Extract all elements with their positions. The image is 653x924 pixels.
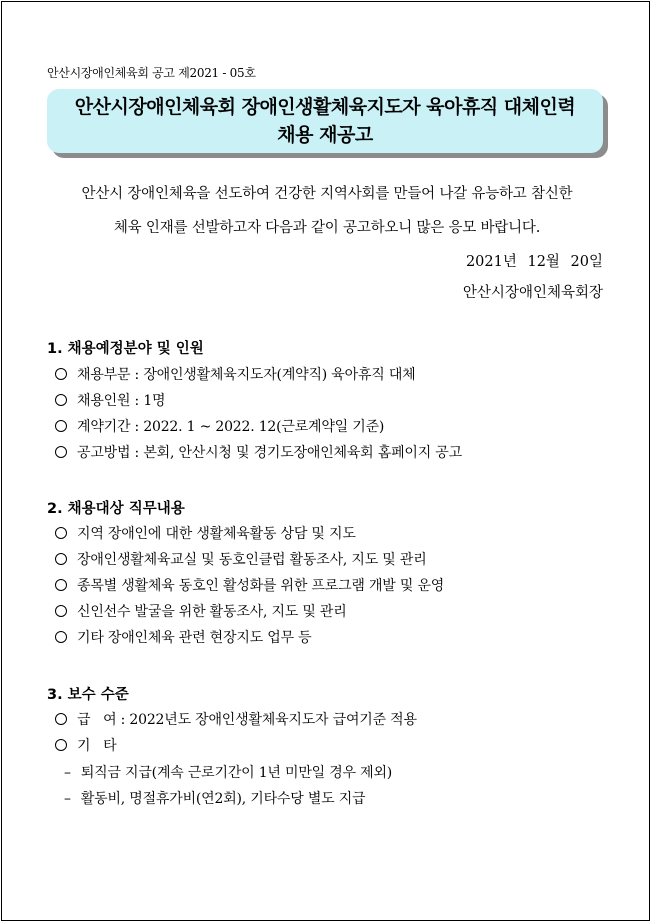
- circle-bullet-icon: [55, 605, 67, 617]
- list-item: 장애인생활체육교실 및 동호인클럽 활동조사, 지도 및 관리: [55, 549, 427, 569]
- title-line-1: 안산시장애인체육회 장애인생활체육지도자 육아휴직 대체인력: [74, 96, 576, 118]
- list-item: 계약기간 : 2022. 1 ~ 2022. 12(근로계약일 기준): [55, 416, 384, 436]
- section-title-recruitment-field: 1. 채용예정분야 및 인원: [47, 341, 204, 357]
- sub-list-item: – 퇴직금 지급(계속 근로기간이 1년 미만일 경우 제외): [64, 765, 393, 781]
- list-item: 기타 장애인체육 관련 현장지도 업무 등: [55, 627, 311, 647]
- intro-line-2: 체육 인재를 선발하고자 다음과 같이 공고하오니 많은 응모 바랍니다.: [113, 220, 541, 236]
- title-line-2: 채용 재공고: [277, 124, 373, 146]
- intro-line-1: 안산시 장애인체육을 선도하여 건강한 지역사회를 만들어 나갈 유능하고 참신한: [81, 186, 573, 202]
- list-item: 기 타: [55, 735, 116, 755]
- list-item: 신인선수 발굴을 위한 활동조사, 지도 및 관리: [55, 601, 347, 621]
- circle-bullet-icon: [55, 394, 67, 406]
- section-title-compensation: 3. 보수 수준: [47, 687, 129, 703]
- sub-list-item: – 활동비, 명절휴가비(연2회), 기타수당 별도 지급: [64, 791, 366, 807]
- list-item: 종목별 생활체육 동호인 활성화를 위한 프로그램 개발 및 운영: [55, 575, 444, 595]
- list-item: 급 여 : 2022년도 장애인생활체육지도자 급여기준 적용: [55, 709, 417, 729]
- circle-bullet-icon: [55, 579, 67, 591]
- issuer-name: 안산시장애인체육회장: [462, 285, 603, 301]
- dash-bullet-icon: –: [64, 765, 71, 781]
- notice-number: 안산시장애인체육회 공고 제2021 - 05호: [47, 66, 256, 80]
- circle-bullet-icon: [55, 553, 67, 565]
- section-title-job-duties: 2. 채용대상 직무내용: [47, 501, 185, 517]
- title-banner: [47, 89, 603, 153]
- circle-bullet-icon: [55, 739, 67, 751]
- dash-bullet-icon: –: [64, 791, 71, 807]
- list-item: 채용부문 : 장애인생활체육지도자(계약직) 육아휴직 대체: [55, 364, 416, 384]
- notice-date: 2021년 12월 20일: [465, 254, 603, 270]
- list-item: 채용인원 : 1명: [55, 390, 165, 410]
- circle-bullet-icon: [55, 368, 67, 380]
- circle-bullet-icon: [55, 420, 67, 432]
- circle-bullet-icon: [55, 713, 67, 725]
- list-item: 공고방법 : 본회, 안산시청 및 경기도장애인체육회 홈페이지 공고: [55, 442, 462, 462]
- circle-bullet-icon: [55, 446, 67, 458]
- list-item: 지역 장애인에 대한 생활체육활동 상담 및 지도: [55, 523, 356, 543]
- circle-bullet-icon: [55, 527, 67, 539]
- circle-bullet-icon: [55, 631, 67, 643]
